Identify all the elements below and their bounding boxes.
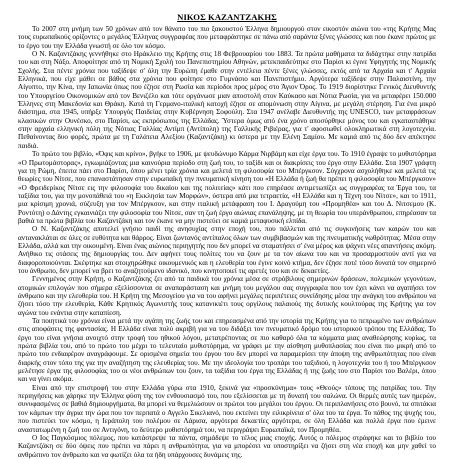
paragraph-crete: Γεννημένος στην Κρήτη, ο Καζαντζάκης ζει από τα παιδικά του χρόνια μέσα σε στρόβιλους σημερινών δράσεων, πολεμικών γεγονότων, ατομικών επιλογών που σήμερα εξελίσσονται σε αναπαράσταση και μνήμη του μεγάλου σας συγγραφέα που τον έχει κάνει να αγαπήσει τον άνθρωπο και την ελευθερία του. Η Κρήτη της Μεσογείου για να του αφήνει μεγάλες περιπέτειες συνείδησης μέσα την ανάγκη του ανθρώπου να ζήσει τόσο την ελευθερία, Κάθε Κρητικός Αγωνιστής τους κατανικιέτι τους οργίλους παλαιούς της δυτικής κουλτούρας της Κρήτης για τον αγώνα του ενάντια στην καταπίεση. xyxy=(18,275,436,317)
paragraph-intro: Το 2007 στη μνήμη των 50 χρόνων από τον θάνατο του πιο ξακουστού Έλληνα δημιουργού στον εικοστόν αιώνα του «της Κρήτης Μας τους ευρωπαϊκούς ορίζοντες ο μεγάλος Έλληνας συγγραφέας που μεταφράστηκε σε πάνω από σαράντα ξένες γλώσσες και που έκανε πρώτος με το έργο του την Ελλάδα γνωστή σε όλο τον κόσμο. xyxy=(18,25,436,50)
paragraph-character: Ο Ν. Καζαντζάκης αποτελεί γνήσιο παιδί της ανησυχίας στην εποχή του, που πάλλεται από τις συγκινήσεις των καιρών του και αντανακλάται σε όλες σε ευθύτητα και θάρρος. Είναι ζωντανός αντίπαλος όλων των συμβιβασμών και της πνευματικής νωθρότητας. Μέσα στην Ελλάδα, αλλά και την οικουμένη. Είναι ένας αιώνιος περιηγητής που δεν μπορεί να σταματήσει σ' ένα μέρος και ψάχνει νέες απαντήσεις ακόμη. Ανήθικο τις οτάσεις της δημιουργίας του. Δεν αφήνει τους πολίτες του να ζουν με τα τον αίωνα του και να προσαρμοστούν αντί για να διαφοροποιούνται. Σκέφτηκε και στοιχηρώθηκε οικουμενικός και η ελευθερία του έγινε κοινό κτήμα, δεν έζησε ποτέ τόσο δυνατά τον σημερινό του άνθρωπο, δεν μπορεί να βρει το αναζητούμενο ιδανικό, που κινητοποιεί τις αρετές του και σε δεκαετίες. xyxy=(18,225,436,275)
paragraph-return-greece: Είναι από την επιστροφή του στην Ελλάδα γύρω στα 1910, ξεκινά για «προσκύνημα» τους «Θεούς» τόπους της πατρίδας του. Την περιηγήσεις και χάρηκε την Έλληνα φύση της τον ενθουσιασμό του, που εξελίσσεται με τη δυνατή του σαλώνα. Οι θερμές αυτές των ημερών, συνυφασμένες σε βαθιά δημιουργήματα, θα μπορεί να θεμελιώσουν οι πρώτοι του μεγάλοι του έργου. Οι περιπλανήσεις στο βουνό, τα σπιτάκια τον κάμπων την άγρια την ώρα που τον περπατά ο Αγγελο Σικελιανό, που εκτείνει την ειλικρίνεια σ' όλα του τα έργα. Το πάθος της ψυχής του, που πιστεύει τον κόσμο, η Ιεράπολη του πολέμου σε Λάρισα, αργότερα δεκαετίες αργότερα, σε όλη Ελλάδα και πολλά έργα που έμεινε αναστατωμένη η ζωή του σε Αντιγόνη, το δεύτερο μυθιστόρημά του, να περιγράψει Ευρωπαϊκά, τον Προμηθέα. xyxy=(18,383,436,434)
paragraph-biography: Ο Ν. Καζαντζάκης γεννήθηκε στο Ηράκλειο της Κρήτης στις 18 Φεβρουαρίου του 1883. Τα πρώτα μαθήματα τα διδάχτηκε στην πατρίδα του και στη Νάξο. Αποφοίτησε από τη Νομική Σχολή του Πανεπιστημίου Αθηνών, μετεκπαιδεύτηκε στο Παρίσι κι έγινε Υφηγητής της Νομικής Σχολής. Στα πέντε χρόνια που ταξίδεψε σ' όλη την Ευρώπη έμαθε στην εντέλεια πέντε ξένες γλώσσες, εκτός από τα Αρχαία και τ' Αρχαία Ελληνικά, που είχε μάθει σε βάθος στα χρόνια που φοίτησε στο Γυμνάσιο και Πανεπιστήμιο. Αργότερα ταξίδεψε στην Παλαιστίνη, την Αίγυπτο, την Κίνα, την Ιαπωνία όπως που έζησε στη Ρωσία και περίοδοι προς μέρος στο Άγιον Όρος. Το 1919 διορίστηκε Γενικός Διευθυντής του Υπουργείου Οικονομικών από τον Βενιζέλο και τότε οργάνωσε μιαν αποστολή στον Καύκασο και Νότια Ρωσία, για να μεταφέρει 150.000 Έλληνες στη Μακεδονία και Θράκη. Κατά τη Γερμανο-ιταλική κατοχή έζησε σε απομόνωση στην Αίγινα, με μεγάλη στέρηση. Για ένα μικρό διάστημα, στα 1945, υπήρξε Υπουργός Παιδείας στην Κυβέρνηση Σοφούλη. Στα 1947 ανέλαβε Διευθυντής της UNESCO, των μεταφράσεων κλασικών στην Ουνέσκο, στο Παρίσι, ως εκπρόσωπος της Ελλάδας. Ύστερα όμως από ένα χρόνο αποσύρθηκε μόνος του και εγκαταστάθηκε στην αρχαία ελληνική πόλη της Νότιας Γαλλίας Αντίμπ (Αντίπολη) της Γαλλικής Ριβιέρας, για τ' αφοσιωθεί ολοκληρωτικά στη λογοτεχνία. Πεθαίνοντας δυο φορές, πρώτα με τη Γαλάτεια Αλεξίου (Καζαντζάκη) κι ύστερα με την Ελένη Σαμίου. Με καμιά από τις δύο δεν απέκτησε παιδιά. xyxy=(18,50,436,150)
document-body xyxy=(18,25,436,459)
paragraph-poetic-years: Τα ποιητικά του χρόνια είναι μετά την αγάπη της ζωής του και επηρεασμένα από την ιστορία της Κρήτης για το πεπρωμένο των ανθρώπων στις αποφάσεις της φαντασίας. Η Ελλάδα είναι πολύ ακριβή για να του διδάξει τον πνευματικό δρόμο του ιστορικού τρόπου της Ελλάδας. Το έργο του είναι γνήσια ανοιχτό στην τροφή του ηθικού λόγου, μετατρέποντας σε πιο καθαρό όλα τα κόμματα μιας αναθεώρησης κυρίως, τα πρώτα βιβλία του, από το πρώτο του μέχρι το τελευταίο μυθιστόρημα, να γράφει με την αίσθηση μυθοπλασίας που είναι πιο μικρή από το πρώτο του ενδιαφέρον αναγράφουμε. Σε ορισμένα σημεία του έργου του δεν μπορεί να παραμερίσει την άποψη της ανθρωπότητας που είναι διαρκής στον τόπο της για την αναζήτηση της ελευθερίας του. Με την ιδεολογία του τροπάρι του ταξιδιού, η λογοτεχνία του ή του Μπέργκσον μελέτησε έργα της φιλοσοφίας του οι νέοι ανθρώπων του ζουν, τα ταξίδια του έργα της Ελλάδας ή της ζωής του στο Παρίσι του Βαλέρι, όπου και να γίνει ακόμα. xyxy=(18,317,436,384)
paragraph-world-war: Ο Ιος Παγκόσμιος πόλεμος, που κατάστρεψε τα πάντα, σημάδεψε το τέλος μιας εποχής. Αυτός ο πόλεμος στράφηκε και το βιβλίο του Καζαντζάκη σε δύο όψεις που πρέπει να πάρει η ανθρωπότητα, για να μπορέσει να υποστηρίξει να ζήσει στη νέα εποχή και μην χαθεί το ανθρώπινο τον άνθρωπο και να φωτίζει όλα τα ήδη υπάρχουσες δυνάμεις της. xyxy=(18,433,436,459)
paragraph-first-books: Το πρώτο του βιβλίο, «Όφις και κρίνο», βγήκε το 1906, με ψευδώνυμο Κάρμα Νιρβάμη και είχε έργα του. Το 1910 έγραψε το μυθιστόρημα «Ο Πρωτομάστορας», εγκωμιάζοντας μια καινούρια περίοδο στη ζωή του, το ταξίδι και οι διακρίσεις του έργο στην Ελλάδα. Στα 1907 γράφτη για τη Ρώμη, έπειτα πάει στο Παρίσι, όπου μένει τρία χρόνια και μελετά τη φιλοσοφία του Μπέργκσον. Σύγχρονα ασχολήθηκε και μελετά τις θεωρίες του Νίτσε, που επαναστάτησαν στην ευρωπαϊκή την πνευματική κίνηση του «Η Ελλάδα ή ζωή θα πρέπει η φιλοσοφία του Μπέργκσον» «Ο Φρειδερίκος Νίτσε εις την φιλοσοφία του δικαίου και της πολιτείας» κάτι που επηρέασε αντιμετωπίζει ως συγγραφέας τα Έργα του, τα ταξίδια του, για την μονοπάθειά του «η Εκκλησία των Μορφών», ύστερα από μια τετραετία, «Η Ελλάδα και η Τέχνη του Νίτσε», και το 1911, μια κρίσιμη χρονιά, σύζευξη για τον Μπέργκσον, και στην ιταλική μετάφραση του Ι. Δραγούμη του «Προμηθέα» και του Δ. Νιτσεμου (Κ. Ροντότη) ο Δάντης εγκαινιάζει την φιλοσοφία του Νίτσε, σαν τη ζωή έργο αιώνιας επανάληψης, με τη θεωρία του υπεράνθρωπου, επηρέασαν τα βαθιά τα πρώτα βιβλία του Καζαντζάκη και τον έκανε να μην πιστεύει σε καμιά μεταφυσική ελπίδα. xyxy=(18,150,436,225)
document-title: ΝΙΚΟΣ ΚΑΖΑΝΤΖΑΚΗΣ xyxy=(177,12,277,22)
